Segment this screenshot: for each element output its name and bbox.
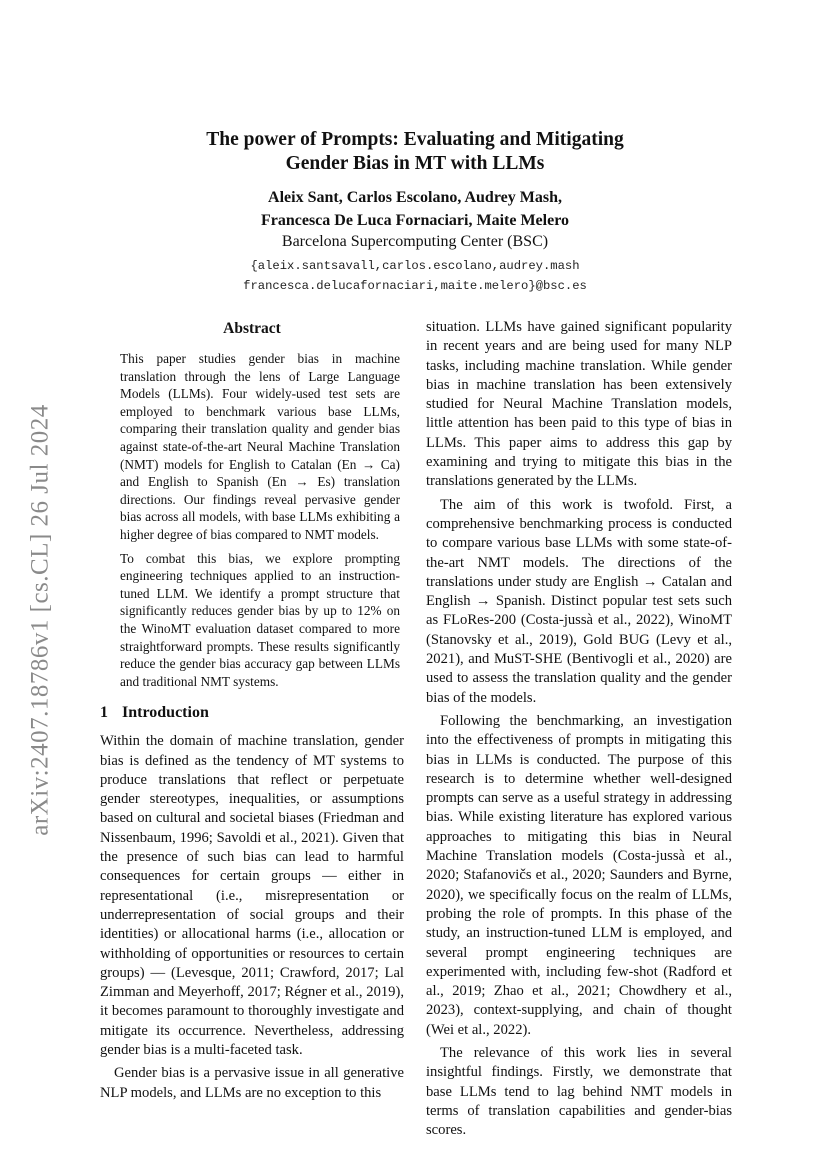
right-column (426, 318, 732, 1144)
intro-paragraph-4: Following the benchmarking, an investigation into the effectiveness of prompts in mitigating this bias in LLMs is conducted. The purpose of this research is to determine whether well-designed prompts can serve as a useful strategy in addressing bias. While existing literature has explored various approaches to mitigating this bias in Neural Machine Translation models (Costa-jussà et al., 2020; Stafanovičs et al., 2020; Saunders and Byrne, 2020), we specifically focus on the realm of LLMs, probing the role of prompts. In this phase of the study, an instruction-tuned LLM is employed, and several prompt engineering techniques are experimented with, including few-shot (Radford et al., 2019; Zhao et al., 2021; Chowdhery et al., 2023), context-supplying, and chain of thought (Wei et al., 2022). (426, 712, 732, 1038)
introduction-body-right (426, 318, 732, 1140)
intro-paragraph-5: The relevance of this work lies in several insightful findings. Firstly, we demonstrate that base LLMs tend to lag behind NMT models in terms of translation capabilities and gender-bias scores. (426, 1044, 732, 1139)
authors-line-2: Francesca De Luca Fornaciari, Maite Melero (260, 212, 570, 229)
emails-line-1: {aleix.santsavall,carlos.escolano,audrey.mash (250, 259, 580, 273)
intro-paragraph-2-continued: situation. LLMs have gained significant popularity in recent years and are being used for many NLP tasks, including machine translation. While gender bias in machine translation has been extensively studied for Neural Machine Translation models, little attention has been paid to this type of bias in LLMs. This paper aims to address this gap by examining and trying to mitigate this bias in the translations generated by the LLMs. (426, 319, 732, 490)
abstract-heading: Abstract (223, 320, 281, 337)
abstract-body (100, 350, 404, 690)
intro-paragraph-1: Within the domain of machine translation, gender bias is defined as the tendency of MT systems to produce translations that reflect or perpetuate gender stereotypes, inequalities, or assumptions based on cultural and societal biases (Friedman and Nissenbaum, 1996; Savoldi et al., 2021). Given that the presence of such bias can lead to harmful consequences for certain groups — either in representational (i.e., misrepresentation or underrepresentation of social groups and their identities) or allocational harms (i.e., allocation or withholding of opportunities or resources to certain groups) — (Levesque, 2011; Crawford, 2017; Lal Zimman and Meyerhoff, 2017; Régner et al., 2019), it becomes paramount to thoroughly investigate and mitigate its occurrence. Nevertheless, addressing gender bias is a multi-faceted task. (100, 733, 404, 1059)
paper-title (150, 128, 680, 176)
section-number: 1 (100, 704, 108, 722)
abstract-paragraph-1: This paper studies gender bias in machine translation through the lens of Large Language Models (LLMs). Four widely-used test sets are employed to benchmark various base LLMs, comparing their translation quality and gender bias against state-of-the-art Neural Machine Translation (NMT) models for English to Catalan (En → Ca) and English to Spanish (En → Es) translation directions. Our findings reveal pervasive gender bias across all models, with base LLMs exhibiting a higher degree of bias compared to NMT models. (120, 351, 400, 542)
section-title: Introduction (122, 704, 209, 722)
title-line-2: Gender Bias in MT with LLMs (285, 153, 545, 174)
section-heading-introduction (100, 704, 404, 722)
abstract-paragraph-2: To combat this bias, we explore prompting engineering techniques applied to an instruction-tuned LLM. We identify a prompt structure that significantly reduces gender bias by up to 12% on the WinoMT evaluation dataset compared to more straightforward prompts. These results significantly reduce the gender bias accuracy gap between LLMs and traditional NMT systems. (120, 550, 400, 689)
authors-line-1: Aleix Sant, Carlos Escolano, Audrey Mash, (268, 189, 562, 206)
intro-paragraph-2-start: Gender bias is a pervasive issue in all generative NLP models, and LLMs are no exception to this (100, 1065, 404, 1101)
intro-paragraph-3: The aim of this work is twofold. First, a comprehensive benchmarking process is conducted to compare various base LLMs with some state-of-the-art NMT models. The directions of the translations under study are English → Catalan and English → Spanish. Distinct popular test sets such as FLoRes-200 (Costa-jussà et al., 2022), WinoMT (Stanovsky et al., 2019), Gold BUG (Levy et al., 2021), and MuST-SHE (Bentivogli et al., 2020) are used to assess the translation quality and the gender bias of the models. (426, 496, 732, 706)
arxiv-identifier-stamp (6, 375, 76, 865)
introduction-body-left (100, 732, 404, 1103)
arxiv-identifier-text: arXiv:2407.18786v1 [cs.CL] 26 Jul 2024 (27, 404, 54, 836)
author-emails (130, 256, 700, 296)
left-column (100, 318, 404, 1107)
author-list (150, 186, 680, 232)
affiliation: Barcelona Supercomputing Center (BSC) (281, 233, 549, 250)
emails-line-2: francesca.delucafornaciari,maite.melero}@bsc.es (243, 279, 587, 293)
title-line-1: The power of Prompts: Evaluating and Mitigating (206, 129, 624, 150)
